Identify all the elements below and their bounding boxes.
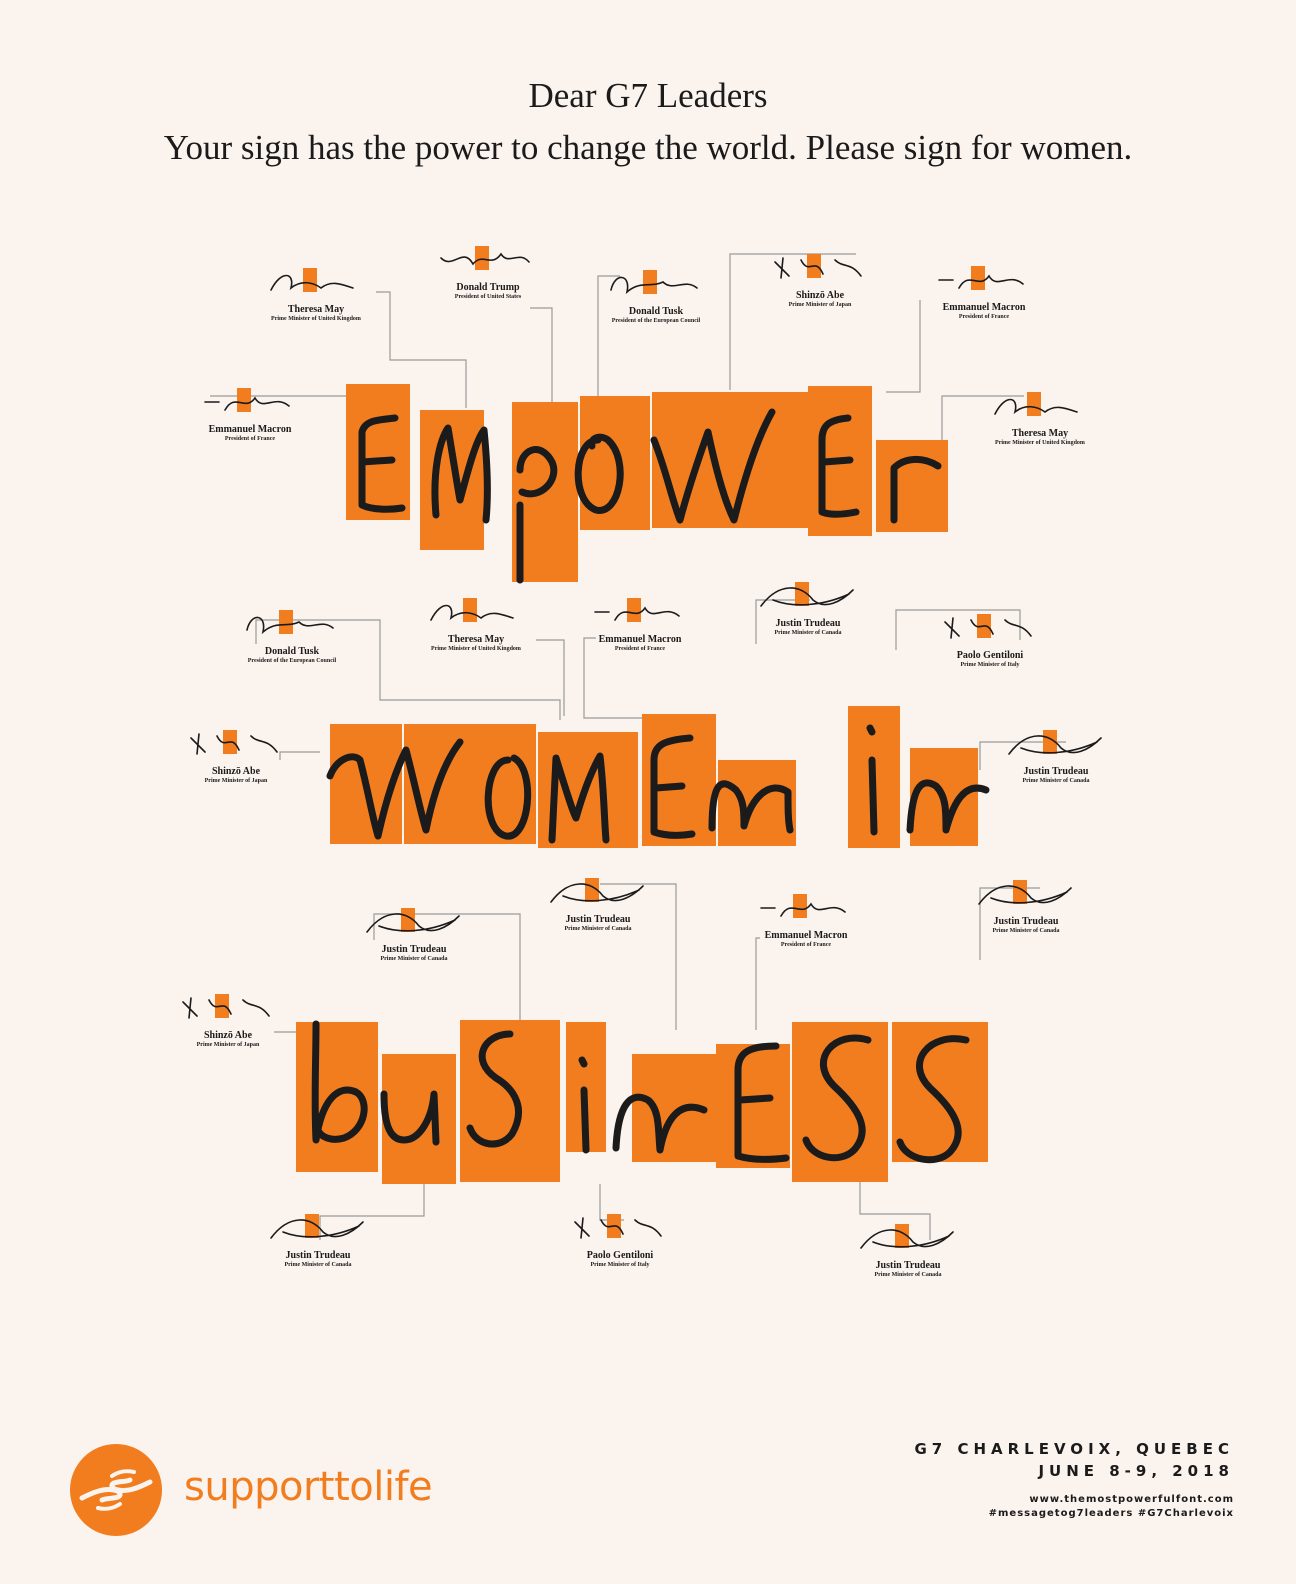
orange-block-17 [382,1054,456,1184]
signatory-title: Prime Minister of Canada [992,928,1060,934]
signatory-title: Prime Minister of Canada [874,1272,942,1278]
handwritten-signature-image [853,1218,963,1258]
signature-orange-accent [279,610,293,634]
handwritten-signature-image [565,1208,675,1248]
handwritten-signature-image [261,262,371,302]
signatory-title: Prime Minister of Canada [380,956,448,962]
signatory-name: Emmanuel Macron [598,634,682,645]
handwritten-signature-image [543,872,653,912]
signature-block [555,592,725,702]
signature-block [403,240,573,350]
signatory-name: Emmanuel Macron [942,302,1026,313]
signatory-name: Donald Trump [456,282,520,293]
signatory-title: Prime Minister of Canada [774,630,842,636]
event-footer [914,1440,1234,1519]
signature-block [735,248,905,358]
signatory-title: President of France [780,942,832,948]
signature-block [905,608,1075,718]
signature-block [233,1208,403,1318]
signature-orange-accent [237,388,251,412]
signatory-name: Justin Trudeau [775,618,841,629]
signatory-name: Theresa May [447,634,505,645]
signature-block [143,988,313,1098]
signatory-title: Prime Minister of United Kingdom [271,316,361,322]
orange-block-1 [346,384,410,520]
handwritten-signature-image [421,592,531,632]
signatory-title: Prime Minister of Japan [204,778,268,784]
signatory-title: Prime Minister of United Kingdom [431,646,521,652]
signatory-title: President of France [224,436,276,442]
signatory-title: Prime Minister of Italy [590,1262,650,1268]
signatory-title: Prime Minister of Canada [564,926,632,932]
signatory-name: Emmanuel Macron [764,930,848,941]
handwritten-signature-image [173,988,283,1028]
signatory-title: Prime Minister of Canada [1022,778,1090,784]
signature-orange-accent [475,246,489,270]
signature-orange-accent [643,270,657,294]
signatory-title: Prime Minister of United Kingdom [995,440,1085,446]
handwritten-signature-image [585,592,695,632]
signatory-name: Donald Tusk [264,646,320,657]
signatory-name: Justin Trudeau [875,1260,941,1271]
signatory-name: Justin Trudeau [993,916,1059,927]
handwritten-signature-image [753,576,863,616]
handwritten-signature-image [433,240,543,280]
signatory-title: President of United States [454,294,522,300]
signatory-name: Justin Trudeau [381,944,447,955]
signatory-name: Theresa May [287,304,345,315]
signatory-name: Shinzō Abe [203,1030,253,1041]
signature-orange-accent [1027,392,1041,416]
signatory-name: Paolo Gentiloni [956,650,1024,661]
signature-block [941,874,1111,984]
orange-block-7 [876,440,948,532]
signature-block [571,264,741,374]
hands-circle-icon [68,1442,164,1538]
handwritten-signature-image [765,248,875,288]
signatory-name: Shinzō Abe [795,290,845,301]
signatory-name: Justin Trudeau [565,914,631,925]
signatory-title: Prime Minister of Japan [788,302,852,308]
signature-block [391,592,561,702]
signature-block [955,386,1125,496]
logo-wordmark: supporttolife [184,1464,433,1510]
signature-block [231,262,401,372]
heading-greeting: Dear G7 Leaders [528,76,768,115]
heading-message: Your sign has the power to change the world. Please sign for women. [163,128,1133,167]
signature-block [723,576,893,686]
handwritten-signature-image [263,1208,373,1248]
handwritten-signature-image [935,608,1045,648]
signature-block [721,888,891,998]
handwritten-signature-image [181,724,291,764]
orange-letter-blocks [296,384,988,1184]
signatory-title: President of France [958,314,1010,320]
signature-block [207,604,377,714]
signatory-title: President of the European Council [611,318,701,324]
supporttolife-logo [68,1442,488,1542]
event-dates: JUNE 8-9, 2018 [1038,1462,1234,1480]
handwritten-signature-image [985,386,1095,426]
signature-block [151,724,321,834]
handwritten-signature-image [195,382,305,422]
signatory-title: President of the European Council [247,658,337,664]
signatory-name: Emmanuel Macron [208,424,292,435]
signatory-name: Theresa May [1011,428,1069,439]
signature-orange-accent [627,598,641,622]
signatory-name: Donald Tusk [628,306,684,317]
signature-block [535,1208,705,1318]
signatory-title: Prime Minister of Italy [960,662,1020,668]
signature-block [899,260,1069,370]
signature-block [165,382,335,492]
event-location: G7 CHARLEVOIX, QUEBEC [914,1440,1234,1458]
handwritten-signature-image [601,264,711,304]
website-link[interactable]: www.themostpowerfulfont.com [1029,1494,1234,1505]
signatory-title: Prime Minister of Canada [284,1262,352,1268]
handwritten-signature-image [1001,724,1111,764]
signatory-title: Prime Minister of Japan [196,1042,260,1048]
handwritten-signature-image [359,902,469,942]
signatory-name: Justin Trudeau [1023,766,1089,777]
signatory-name: Paolo Gentiloni [586,1250,654,1261]
signature-block [823,1218,993,1328]
signature-orange-accent [971,266,985,290]
handwritten-signature-image [971,874,1081,914]
handwritten-signature-image [751,888,861,928]
signature-block [513,872,683,982]
signature-orange-accent [303,268,317,292]
signatory-name: Shinzō Abe [211,766,261,777]
orange-block-21 [716,1044,790,1168]
signature-block [971,724,1141,834]
orange-block-18 [460,1020,560,1182]
signatory-title: President of France [614,646,666,652]
handwritten-signature-image [929,260,1039,300]
hashtags: #messagetog7leaders #G7Charlevoix [988,1508,1234,1519]
signature-orange-accent [793,894,807,918]
signature-orange-accent [463,598,477,622]
signatory-name: Justin Trudeau [285,1250,351,1261]
signature-block [329,902,499,1012]
handwritten-signature-image [237,604,347,644]
